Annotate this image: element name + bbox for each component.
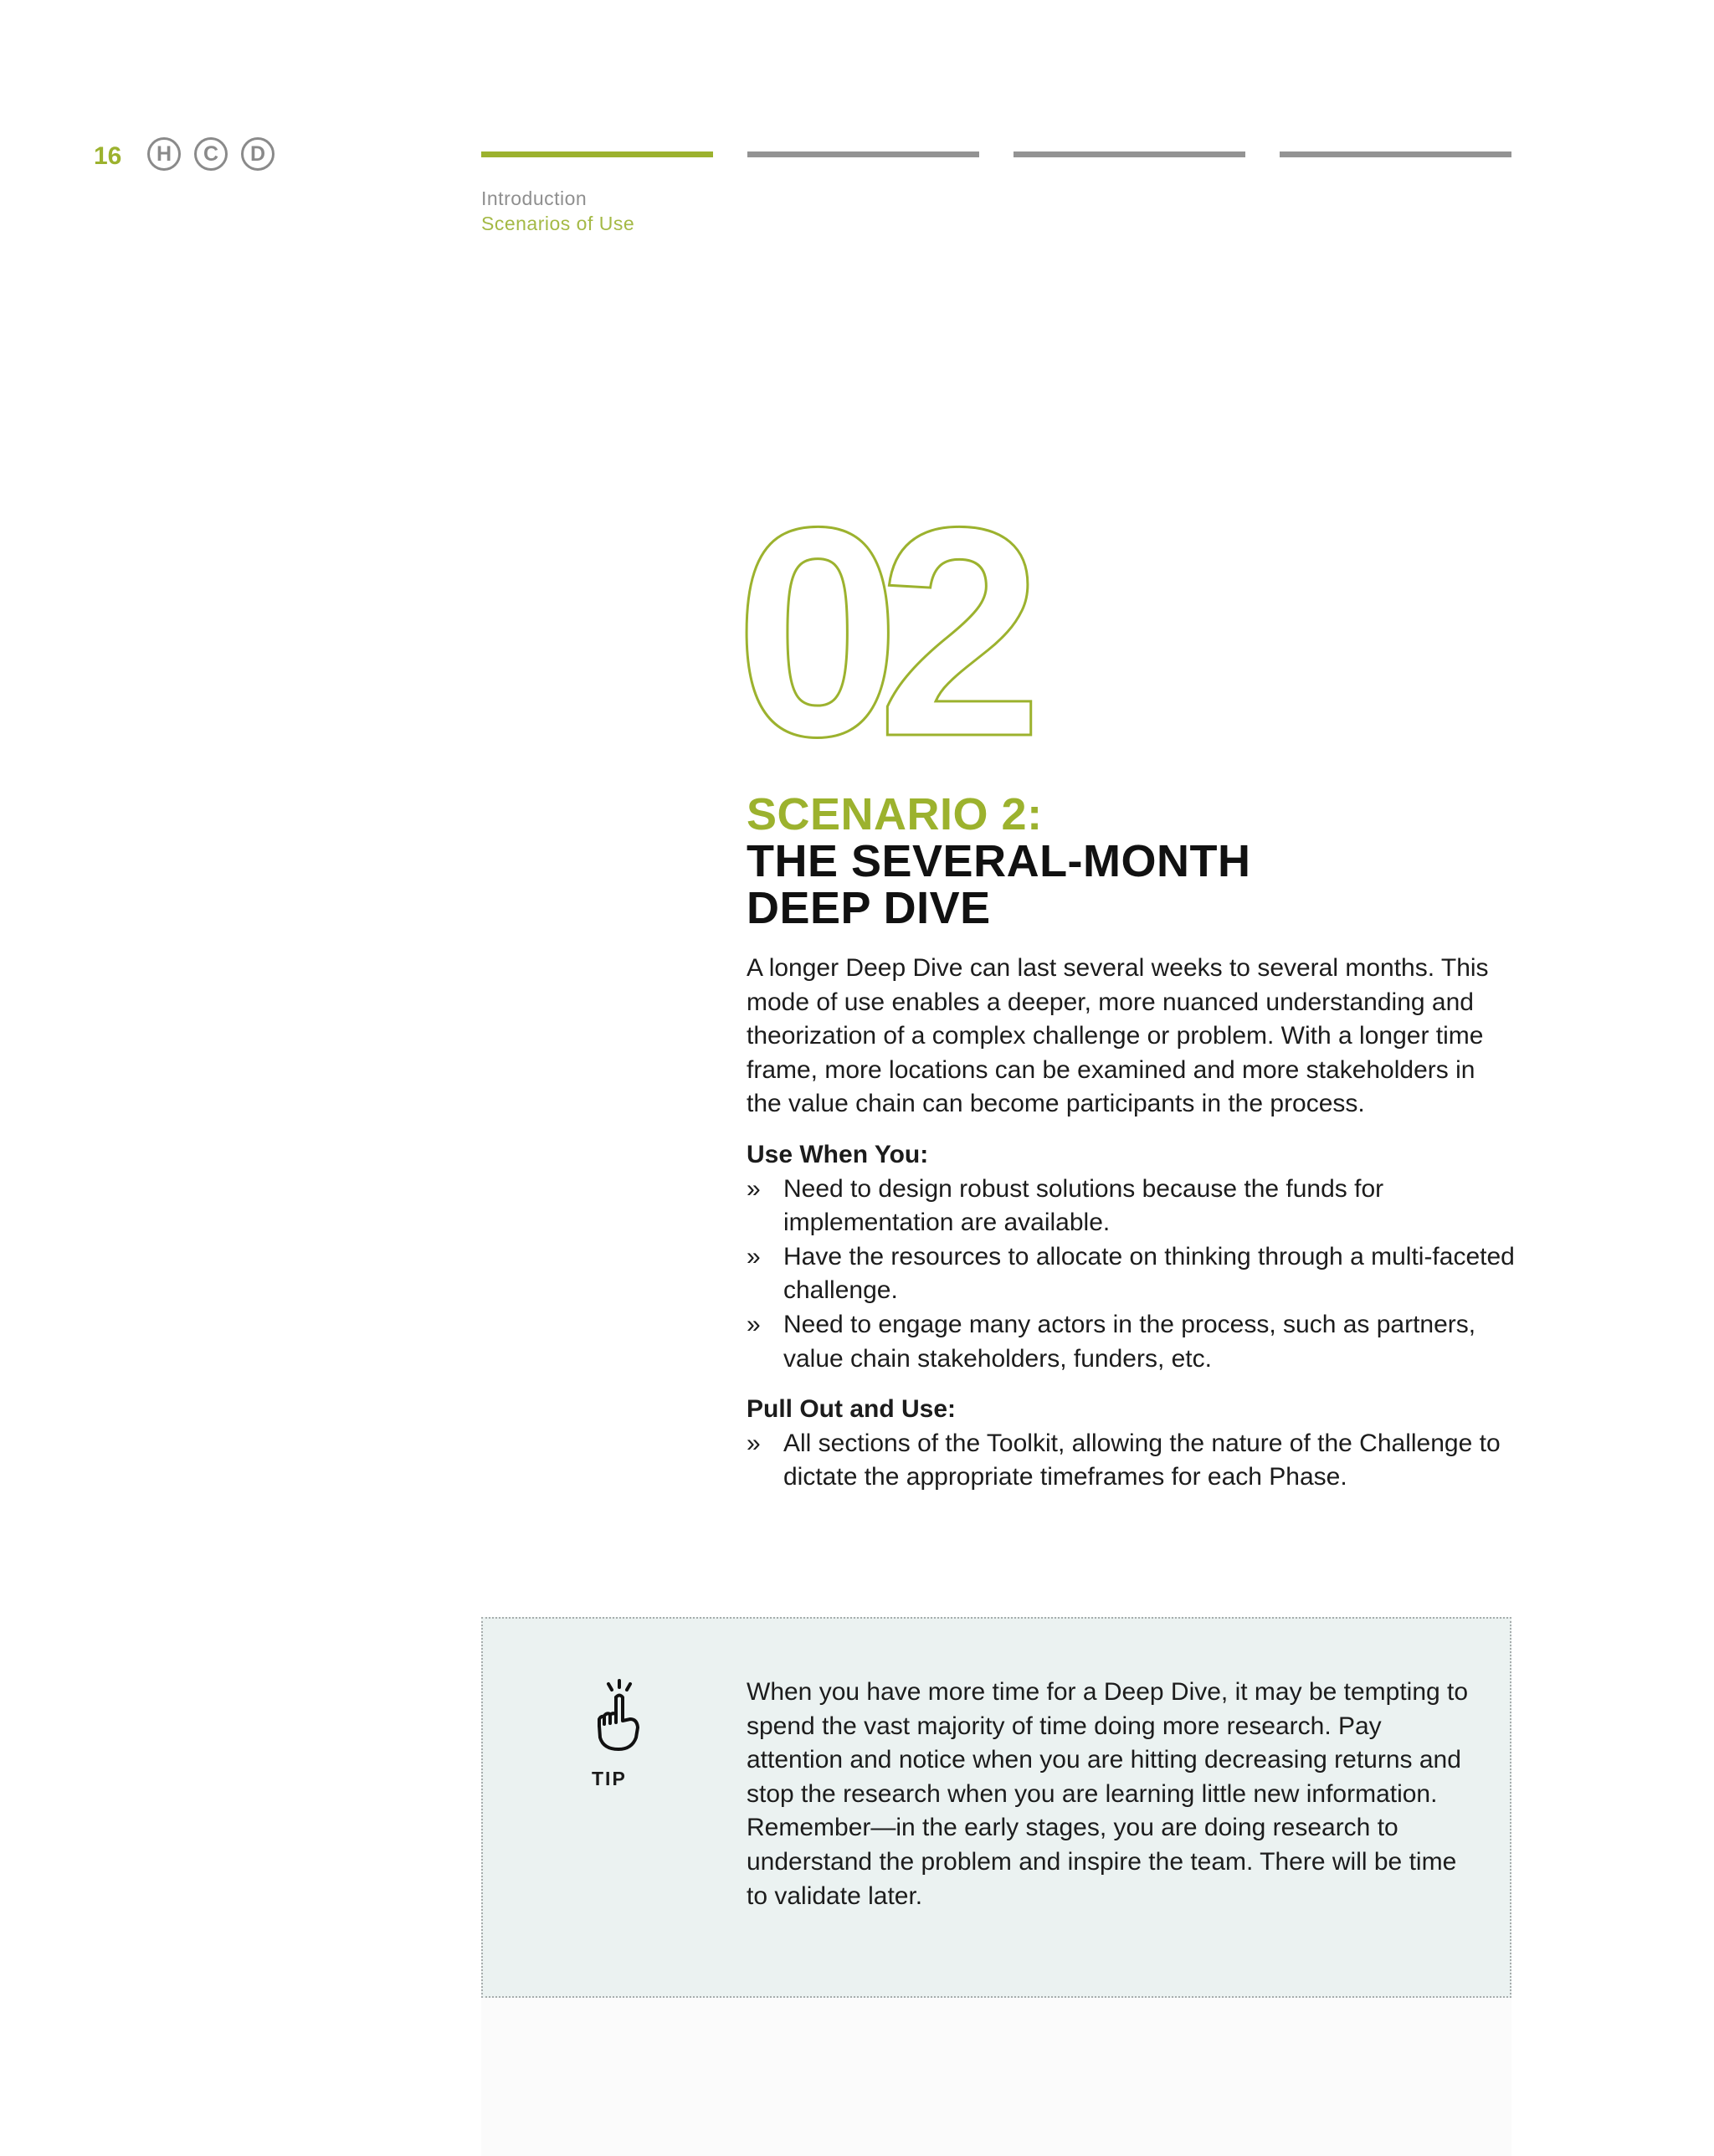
use-when-heading: Use When You: (747, 1140, 929, 1168)
hcd-logo (147, 137, 275, 171)
section-number-text: 02 (735, 502, 1019, 753)
section-number (735, 502, 1103, 753)
scenario-title-line-1: THE SEVERAL-MONTH (747, 836, 1251, 886)
pointing-finger-icon (590, 1677, 649, 1753)
scenario-label: SCENARIO 2: (747, 789, 1043, 839)
breadcrumb-current: Scenarios of Use (481, 213, 635, 234)
pull-out-heading: Pull Out and Use: (747, 1395, 957, 1424)
progress-segment-2 (747, 151, 979, 157)
page-number: 16 (94, 142, 122, 170)
list-item: » All sections of the Toolkit, allowing the nature of the Challenge to dictate the appropriate timeframes for each Phase. (747, 1427, 1516, 1495)
use-when-list (747, 1173, 1516, 1377)
footer-shade (481, 1998, 1511, 2156)
progress-segment-1 (481, 151, 713, 157)
intro-paragraph: A longer Deep Dive can last several weeks to several months. This mode of use enables a deeper, more nuanced understanding and theorization of a complex challenge or problem. With a longer time frame, more locations can be examined and more stakeholders in the value chain can become participants in the process. (747, 954, 1489, 1118)
tip-box (481, 1617, 1511, 1998)
scenario-title-line-2: DEEP DIVE (747, 883, 991, 933)
hcd-letter-d: D (241, 137, 275, 171)
pull-out-list (747, 1427, 1516, 1495)
tip-text: When you have more time for a Deep Dive, it may be tempting to spend the vast majority of time doing more research. Pay attention and notice when you are hitting decreasing returns and stop the research when you are learning little new information. Remember—in the early stages, you are doing research to understand the problem and inspire the team. There will be time to validate later. (747, 1678, 1469, 1910)
list-item: » Need to engage many actors in the process, such as partners, value chain stakeholders, funders, etc. (747, 1308, 1516, 1376)
breadcrumb (481, 186, 634, 236)
scenario-body (747, 952, 1516, 1495)
list-item: » Need to design robust solutions because the funds for implementation are available. (747, 1173, 1516, 1240)
progress-segment-4 (1280, 151, 1511, 157)
hcd-letter-h: H (147, 137, 181, 171)
progress-segment-3 (1014, 151, 1245, 157)
tip-label: TIP (592, 1768, 627, 1789)
list-item: » Have the resources to allocate on thinking through a multi-faceted challenge. (747, 1240, 1516, 1308)
scenario-heading (747, 791, 1251, 932)
breadcrumb-section: Introduction (481, 187, 588, 209)
hcd-letter-c: C (194, 137, 228, 171)
